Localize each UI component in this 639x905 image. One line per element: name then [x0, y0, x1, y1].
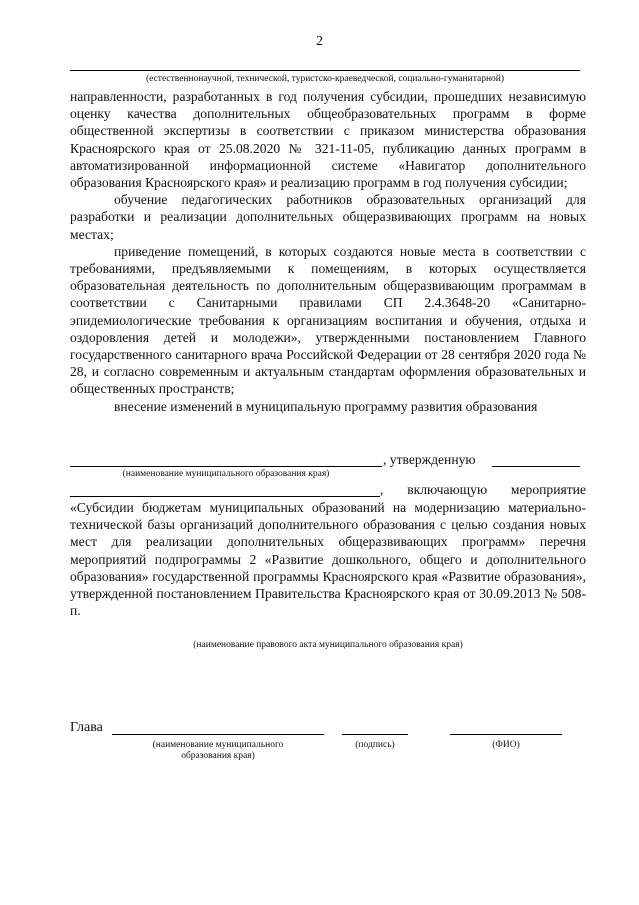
glava-label: Глава — [70, 720, 103, 735]
paragraph-5: «Субсидии бюджетам муниципальных образований на модернизацию материально-технической базы организаций дополнительного образования с целью создания новых мест для реализации дополнительных общеразвивающих программ» перечня мероприятий подпрограммы 2 «Развитие дошкольного, общего и дополнительного образования» государственной программы Красноярского края «Развитие образования», утвержденной постановлением Правительства Красноярского края от 30.09.2013 № 508-п. — [70, 500, 586, 619]
paragraph-2: обучение педагогических работников образовательных организаций для разработки и реализации дополнительных общеразвивающих программ на новых местах; — [70, 192, 586, 242]
paragraph-1: направленности, разработанных в год получения субсидии, прошедших независимую оценку качества дополнительных общеобразовательных программ в форме общественной экспертизы в соответствии с приказом министерства образования Красноярского края от 25.08.2020 № 321-11-05, публикацию данных программ в автоматизированной информационной системе «Навигатор дополнительного образования Красноярского края» и реализацию программ в год получения субсидии; — [70, 89, 586, 191]
page-number: 2 — [316, 34, 323, 49]
caption-fio: (ФИО) — [492, 740, 520, 750]
para4-end: , утвержденную — [383, 452, 476, 467]
paragraph-3: приведение помещений, в которых создаются новые места в соответствии с требованиями, предъявляемыми к помещениям, в которых осуществляется образовательная деятельность по дополнительным общеразвивающим программам в соответствии с Санитарными правилами СП 2.4.3648-20 «Санитарно-эпидемиологические требования к организациям воспитания и обучения, отдыха и оздоровления детей и молодежи», утвержденными постановлением Главного государственного санитарного врача Российской Федерации от 28 сентября 2020 года № 28, и согласно современным и актуальным стандартам оформления образовательных и общественных пространств; — [70, 243, 586, 397]
caption-legal-act: (наименование правового акта муниципального образования края) — [193, 640, 463, 650]
caption-municipality-sign — [112, 740, 324, 762]
caption-signature: (подпись) — [355, 740, 395, 750]
municipality-sign-line — [112, 734, 324, 735]
top-blank-line — [70, 70, 580, 71]
blank-municipality-line — [70, 466, 382, 467]
signature-line — [342, 734, 408, 735]
caption-municipality: (наименование муниципального образования края) — [122, 469, 330, 479]
blank-approval-line — [492, 466, 580, 467]
para5-start: , включающую мероприятие — [380, 482, 586, 497]
top-caption: (естественнонаучной, технической, туристско-краеведческой, социально-гуманитарной) — [145, 74, 505, 84]
body-text — [70, 88, 586, 415]
paragraph-4: внесение изменений в муниципальную программу развития образования — [114, 398, 538, 414]
fio-line — [450, 734, 562, 735]
blank-legal-act-line — [70, 496, 380, 497]
caption-municipality-sign-line2: образования края) — [181, 751, 255, 761]
caption-municipality-sign-line1: (наименование муниципального — [152, 740, 284, 750]
paragraph-5-block — [70, 499, 586, 619]
